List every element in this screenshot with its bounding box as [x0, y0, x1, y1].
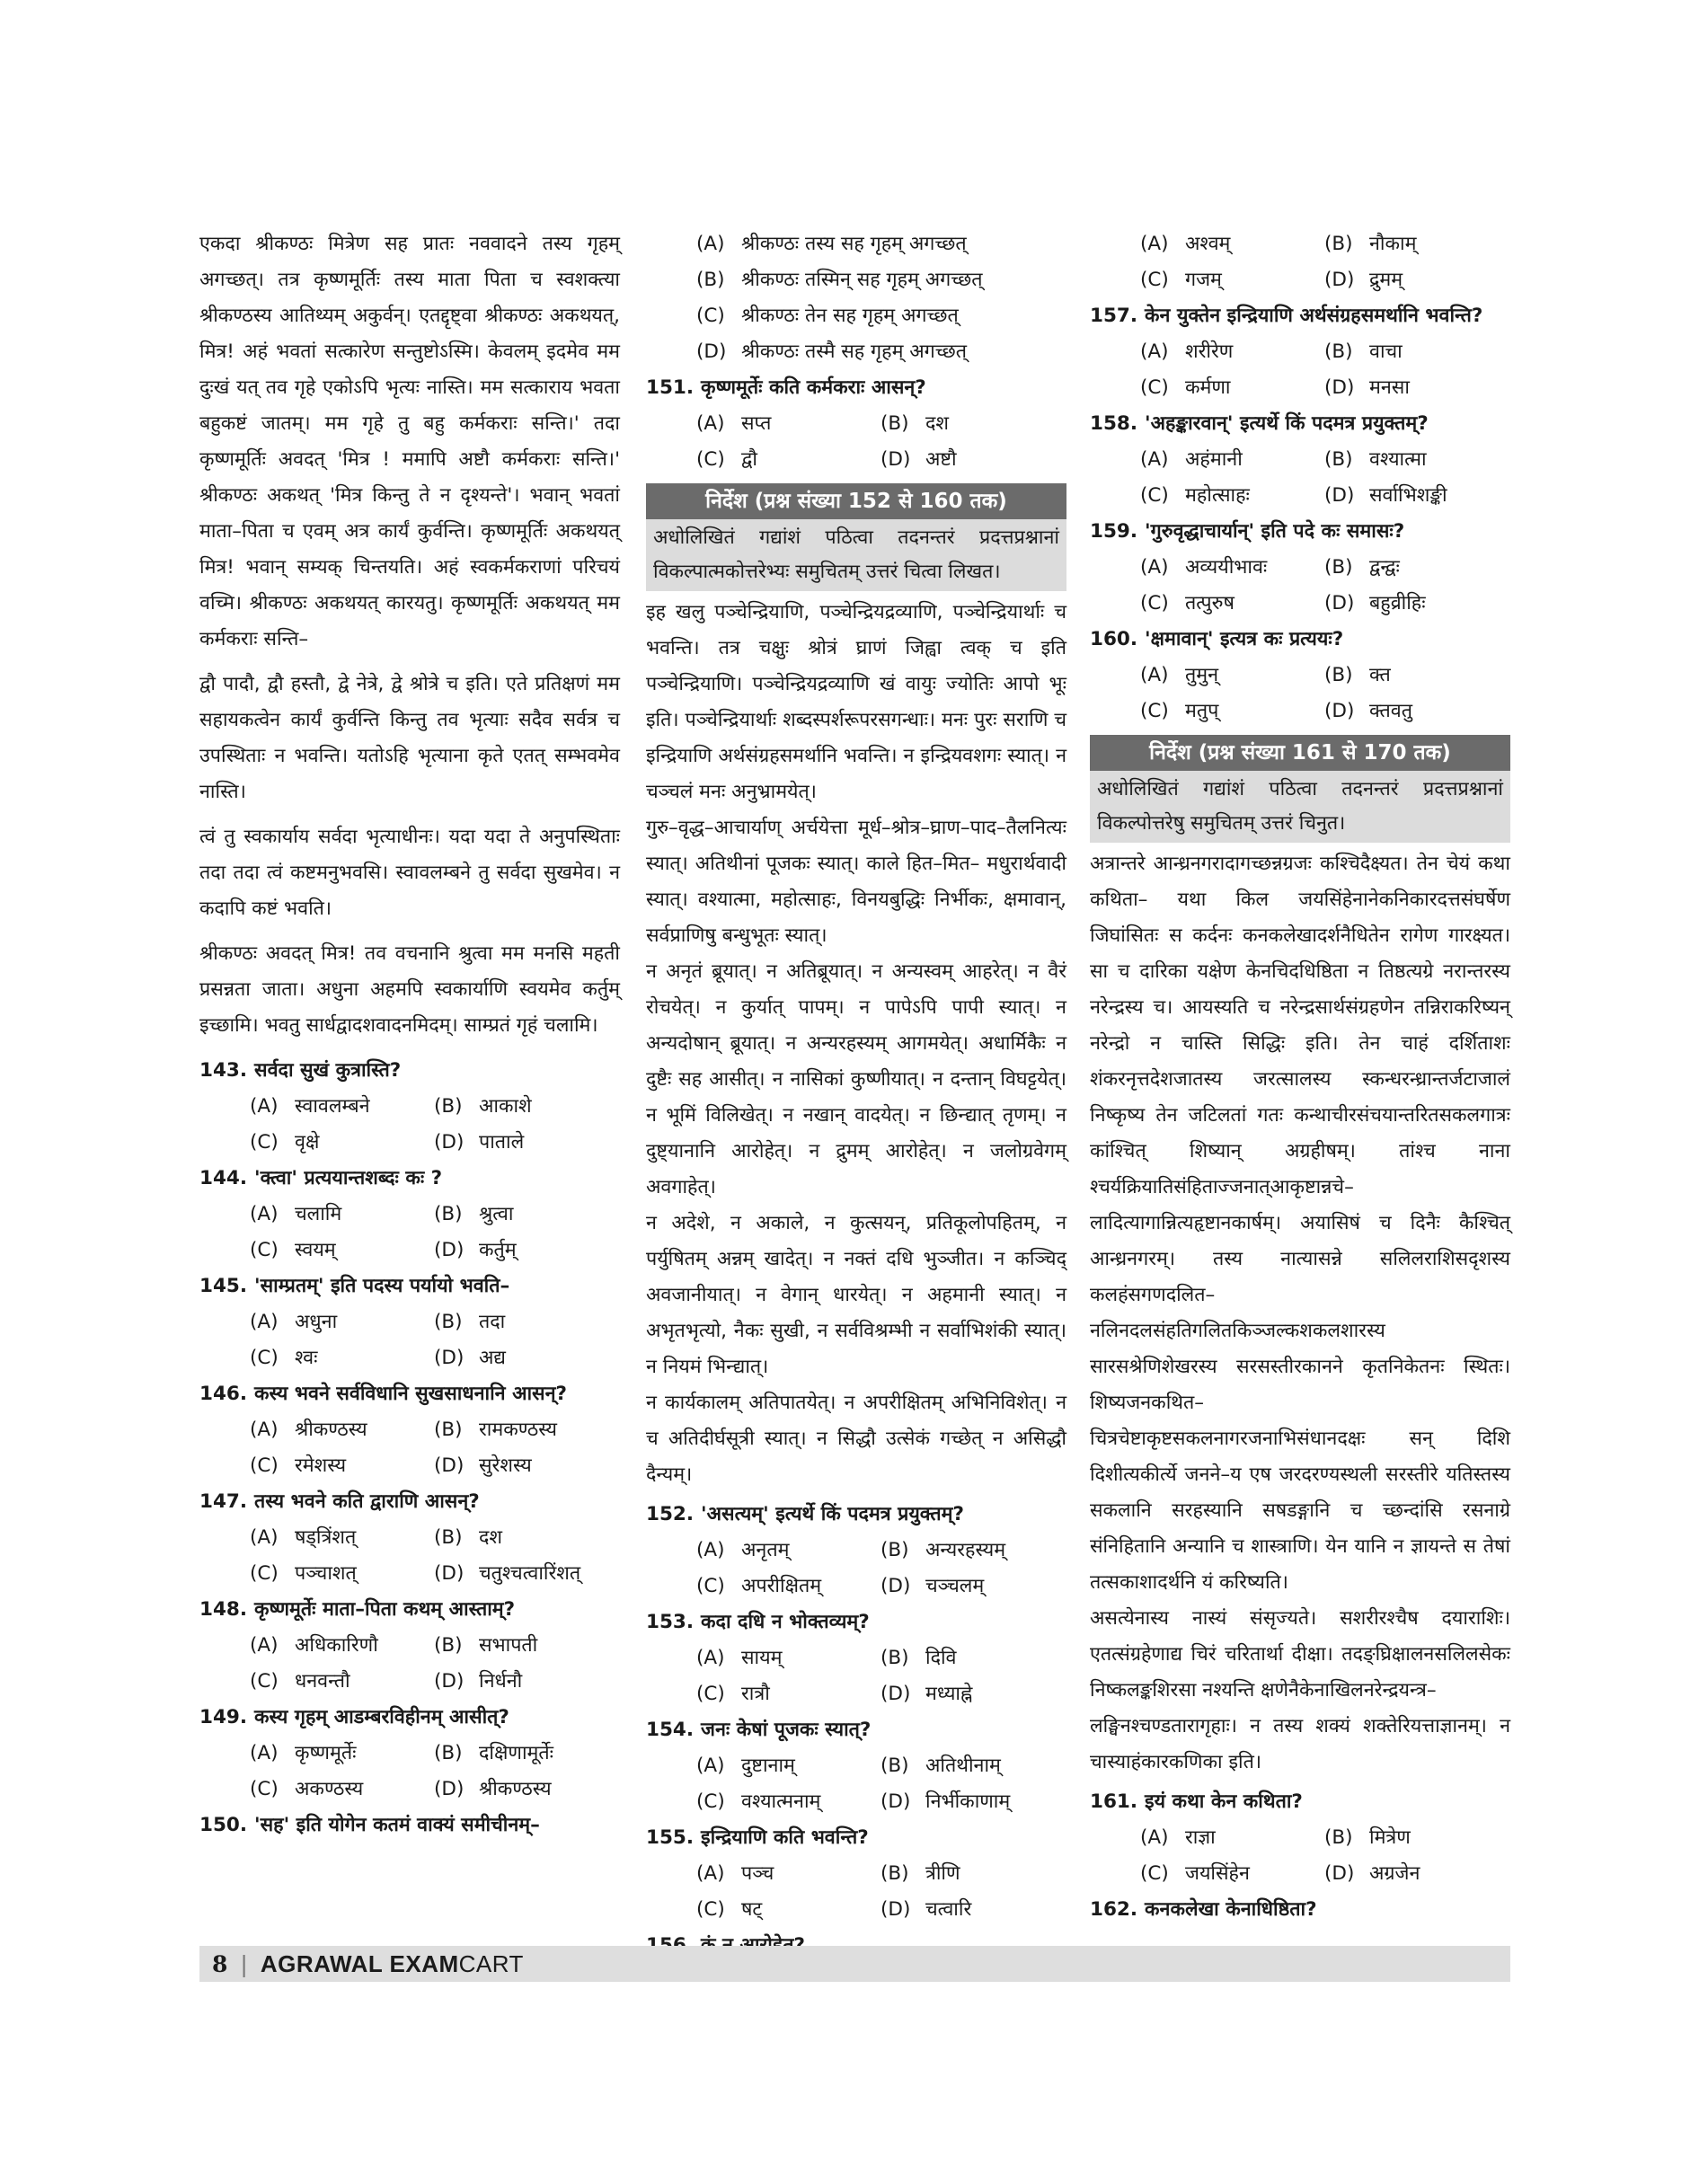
options	[646, 1856, 1066, 1928]
option-b: (B) श्रीकण्ठः तस्मिन् सह गृहम् अगच्छत्	[696, 269, 983, 291]
options	[199, 1304, 620, 1376]
directive-heading: निर्देश (प्रश्न संख्या 152 से 160 तक)	[646, 483, 1066, 519]
directive-text: अधोलिखितं गद्यांशं पठित्वा तदनन्तरं प्रदत्तप्रश्नानां विकल्पात्मकोत्तरेभ्यः समुचितम् उत्तरं चित्वा लिखत।	[646, 519, 1066, 591]
options	[646, 1640, 1066, 1712]
option-c: (C) षट्	[696, 1898, 763, 1921]
question-text: 'क्षमावान्' इत्यत्र कः प्रत्ययः?	[1145, 628, 1344, 650]
option-a: (A) शरीरेण	[1140, 340, 1234, 363]
footer-separator: |	[240, 1950, 248, 1977]
passage-paragraph: न कार्यकालम् अतिपातयेत्। न अपरीक्षितम् अभिनिविशेत्। न च अतिदीर्घसूत्री स्यात्। न सिद्धौ उत्सेकं गच्छेत् न असिद्धौ दैन्यम्।	[646, 1392, 1066, 1486]
option-d: (D) चञ्चलम्	[881, 1575, 985, 1597]
option-a: (A) कृष्णमूर्तेः	[250, 1742, 357, 1764]
question-158	[1090, 406, 1510, 514]
question-150-options	[646, 226, 1066, 370]
option-d: (D) कर्तुम्	[434, 1239, 517, 1261]
option-a: (A) अश्वम्	[1140, 233, 1231, 255]
option-d: (D) क्तवतु	[1324, 700, 1412, 722]
passage-paragraph: इह खलु पञ्चेन्द्रियाणि, पञ्चेन्द्रियद्रव्याणि, पञ्चेन्द्रियार्थाः च भवन्ति। तत्र चक्षुः श्रोत्रं घ्राणं जिह्वा त्वक् च इति पञ्चेन्द्रियाणि। पञ्चेन्द्रियद्रव्याणि खं वायुः ज्योतिः आपो भूः इति। पञ्चेन्द्रियार्थाः शब्दस्पर्शरूपरसगन्धाः। मनः पुरः सराणि च इन्द्रियाणि अर्थसंग्रहसमर्थानि भवन्ति। न इन्द्रियवशगः स्यात्। न चञ्चलं मनः अनुभ्रामयेत्।	[646, 601, 1066, 803]
option-b: (B) त्रीणि	[881, 1862, 960, 1885]
question-text: केन युक्तेन इन्द्रियाणि अर्थसंग्रहसमर्थानि भवन्ति?	[1145, 305, 1483, 327]
option-c: (C) श्वः	[250, 1347, 318, 1369]
question-162	[1090, 1892, 1510, 1928]
question-152	[646, 1497, 1066, 1604]
option-a: (A) श्रीकण्ठस्य	[250, 1419, 367, 1441]
question-154	[646, 1712, 1066, 1820]
option-a: (A) अव्ययीभावः	[1140, 556, 1268, 579]
option-c: (C) पञ्चाशत्	[250, 1562, 357, 1585]
options	[1090, 1820, 1510, 1892]
question-number: 157.	[1090, 305, 1138, 327]
passage-paragraph: श्रीकण्ठः अवदत् मित्र! तव वचनानि श्रुत्वा मम मनसि महती प्रसन्नता जाता। अधुना अहमपि स्वकार्याणि स्वयमेव कर्तुम् इच्छामि। भवतु सार्धद्वादशवादनमिदम्। साम्प्रतं गृहं चलामि।	[199, 942, 620, 1037]
question-text: कनकलेखा केनाधिष्ठिता?	[1145, 1898, 1317, 1921]
question-number: 151.	[646, 376, 695, 399]
question-text: तस्य भवने कति द्वाराणि आसन्?	[254, 1490, 480, 1513]
question-text: 'क्त्वा' प्रत्ययान्तशब्दः कः ?	[254, 1167, 443, 1189]
options	[199, 1197, 620, 1269]
option-d: (D) सर्वाभिशङ्की	[1324, 484, 1447, 507]
option-d: (D) सुरेशस्य	[434, 1454, 532, 1477]
question-147	[199, 1484, 620, 1592]
option-c: (C) धनवन्तौ	[250, 1670, 350, 1693]
option-c: (C) तत्पुरुष	[1140, 592, 1235, 614]
option-b: (B) अतिथीनाम्	[881, 1755, 1001, 1777]
question-number: 145.	[199, 1275, 248, 1297]
question-144	[199, 1161, 620, 1269]
option-a: (A) अधुना	[250, 1311, 338, 1333]
option-b: (B) क्त	[1324, 664, 1391, 686]
options	[1090, 550, 1510, 622]
question-161	[1090, 1784, 1510, 1892]
question-156-options	[1090, 226, 1510, 298]
page-number: 8	[212, 1950, 228, 1977]
option-d: (D) अद्य	[434, 1347, 506, 1369]
option-c: (C) रात्रौ	[696, 1683, 770, 1705]
question-number: 147.	[199, 1490, 248, 1513]
passage-paragraph: गुरु–वृद्ध–आचार्याण् अर्चयेत्ता मूर्ध–श्रोत्र–घ्राण–पाद–तैलनित्यः स्यात्। अतिथीनां पूजकः स्यात्। काले हित–मित– मधुरार्थवादी स्यात्। वश्यात्मा, महोत्साहः, विनयबुद्धिः निर्भीकः, क्षमावान्, सर्वप्राणिषु बन्धुभूतः स्यात्।	[646, 817, 1066, 947]
question-text: सर्वदा सुखं कुत्रास्ति?	[254, 1059, 402, 1082]
question-148	[199, 1592, 620, 1700]
option-c: (C) महोत्साहः	[1140, 484, 1250, 507]
options	[1090, 658, 1510, 729]
column-1	[199, 226, 620, 1843]
brand-agrawal: AGRAWAL	[260, 1949, 390, 1977]
brand-cart: CART	[458, 1949, 524, 1977]
question-160	[1090, 622, 1510, 729]
option-b: (B) वाचा	[1324, 340, 1403, 363]
option-b: (B) द्वन्द्वः	[1324, 556, 1400, 579]
options	[1090, 442, 1510, 514]
question-text: जनः केषां पूजकः स्यात्?	[701, 1719, 872, 1741]
brand-exam: EXAM	[389, 1949, 459, 1977]
option-c: (C) अकण्ठस्य	[250, 1778, 364, 1800]
option-a: (A) अहंमानी	[1140, 448, 1243, 471]
directive-text: अधोलिखितं गद्यांशं पठित्वा तदनन्तरं प्रदत्तप्रश्नानां विकल्पोत्तरेषु समुचितम् उत्तरं चिनुत।	[1090, 771, 1510, 843]
question-text: कृष्णमूर्तेः कति कर्मकराः आसन्?	[701, 376, 926, 399]
question-number: 143.	[199, 1059, 248, 1082]
options	[646, 406, 1066, 478]
passage-paragraph: लङ्घिनश्चण्डतारागृहाः। न तस्य शक्यं शक्तेरियत्ताज्ञानम्। न चास्याहंकारकणिका इति।	[1090, 1715, 1510, 1773]
option-c: (C) मतुप्	[1140, 700, 1219, 722]
question-number: 159.	[1090, 520, 1138, 543]
passage-paragraph: त्वं तु स्वकार्याय सर्वदा भृत्याधीनः। यदा यदा ते अनुपस्थिताः तदा तदा त्वं कष्टमनुभवसि। स्वावलम्बने तु सर्वदा सुखमेव। न कदापि कष्टं भवति।	[199, 826, 620, 920]
option-b: (B) अन्यरहस्यम्	[881, 1539, 1006, 1561]
question-text: कस्य भवने सर्वविधानि सुखसाधनानि आसन्?	[254, 1383, 567, 1405]
passage-paragraph: द्वौ पादौ, द्वौ हस्तौ, द्वे नेत्रे, द्वे श्रोत्रे च इति। एते प्रतिक्षणं मम सहायकत्वेन कार्यं कुर्वन्ति किन्तु तव भृत्याः सदैव सर्वत्र च उपस्थिताः न भवन्ति। यतोऽहि भृत्याना कृते एतत् सम्भवमेव नास्ति।	[199, 673, 620, 803]
option-c: (C) द्वौ	[696, 448, 757, 471]
option-d: (D) बहुव्रीहिः	[1324, 592, 1426, 614]
option-b: (B) दिवि	[881, 1647, 957, 1669]
options	[199, 1089, 620, 1161]
question-number: 154.	[646, 1719, 695, 1741]
option-b: (B) मित्रेण	[1324, 1826, 1411, 1849]
option-b: (B) श्रुत्वा	[434, 1203, 514, 1225]
option-a: (A) तुमुन्	[1140, 664, 1219, 686]
question-number: 160.	[1090, 628, 1138, 650]
option-b: (B) दश	[881, 412, 950, 435]
option-b: (B) दक्षिणामूर्तेः	[434, 1742, 553, 1764]
question-text: कदा दधि न भोक्तव्यम्?	[701, 1611, 870, 1633]
options	[199, 1412, 620, 1484]
option-a: (A) षड्त्रिंशत्	[250, 1526, 357, 1549]
question-number: 153.	[646, 1611, 695, 1633]
question-153	[646, 1604, 1066, 1712]
question-157	[1090, 298, 1510, 406]
options	[1090, 334, 1510, 406]
options	[646, 1533, 1066, 1604]
question-number: 144.	[199, 1167, 248, 1189]
question-text: 'अहङ्कारवान्' इत्यर्थे किं पदमत्र प्रयुक्तम्?	[1145, 412, 1429, 435]
passage-paragraph: न अदेशे, न अकाले, न कुत्सयन्, प्रतिकूलोपहितम्, न पर्युषितम् अन्नम् खादेत्। न नक्तं दधि भुञ्जीत। न कञ्चिद् अवजानीयात्। न वेगान् धारयेत्। न अहमानी स्यात्। न अभृतभृत्यो, नैकः सुखी, न सर्वविश्रम्भी न सर्वाभिशंकी स्यात्। न नियमं भिन्द्यात्।	[646, 1212, 1066, 1378]
option-c: (C) अपरीक्षितम्	[696, 1575, 822, 1597]
option-d: (D) चतुश्चत्वारिंशत्	[434, 1562, 581, 1585]
directive-heading: निर्देश (प्रश्न संख्या 161 से 170 तक)	[1090, 735, 1510, 771]
option-d: (D) चत्वारि	[881, 1898, 972, 1921]
options	[199, 1520, 620, 1592]
question-text: कृष्णमूर्तेः माता–पिता कथम् आस्ताम्?	[254, 1598, 516, 1621]
option-c: (C) गजम्	[1140, 269, 1222, 291]
option-d: (D) श्रीकण्ठः तस्मै सह गृहम् अगच्छत्	[696, 340, 968, 363]
options	[199, 1628, 620, 1700]
passage-paragraph: असत्येनास्य नास्यं संसृज्यते। सशरीरश्चैष दयाराशिः। एतत्संग्रहेणाद्य चिरं चरितार्था दीक्षा। तदङ्घ्रिक्षालनसलिलसेकः निष्कलङ्कशिरसा नश्यन्ति क्षणेनैकेनाखिलनरेन्द्रयन्त्र–	[1090, 1607, 1510, 1702]
option-a: (A) स्वावलम्बने	[250, 1095, 370, 1118]
option-d: (D) पाताले	[434, 1131, 525, 1154]
question-number: 148.	[199, 1598, 248, 1621]
option-d: (D) श्रीकण्ठस्य	[434, 1778, 552, 1800]
option-d: (D) अष्टौ	[881, 448, 957, 471]
question-145	[199, 1269, 620, 1376]
question-159	[1090, 514, 1510, 622]
question-143	[199, 1053, 620, 1161]
option-b: (B) तदा	[434, 1311, 506, 1333]
question-150	[199, 1808, 620, 1843]
option-c: (C) रमेशस्य	[250, 1454, 347, 1477]
question-text: कस्य गृहम् आडम्बरविहीनम् आसीत्?	[254, 1706, 509, 1728]
passage-paragraph: एकदा श्रीकण्ठः मित्रेण सह प्रातः नववादने तस्य गृहम् अगच्छत्। तत्र कृष्णमूर्तिः तस्य माता पिता च स्वशक्त्या श्रीकण्ठस्य आतिथ्यम् अकुर्वन्। एतद्दृष्ट्वा श्रीकण्ठः अकथयत्, मित्र! अहं भवतां सत्कारेण सन्तुष्टोऽस्मि। केवलम् इदमेव मम दुःखं यत् तव गृहे एकोऽपि भृत्यः नास्ति। मम सत्काराय भवता बहुकष्टं जातम्। मम गृहे तु बहु कर्मकराः सन्ति।' तदा कृष्णमूर्तिः अवदत् 'मित्र ! ममापि अष्टौ कर्मकराः सन्ति।' श्रीकण्ठः अकथत् 'मित्र किन्तु ते न दृश्यन्ते'। भवान् भवतां माता–पिता च एवम् अत्र कार्यं कुर्वन्ति। कृष्णमूर्तिः अकथयत् मित्र! भवान् सम्यक् चिन्तयति। अहं स्वकर्मकराणां परिचयं वच्मि। श्रीकण्ठः अकथयत् कारयतु। कृष्णमूर्तिः अकथयत् मम कर्मकराः सन्ति–	[199, 233, 620, 650]
column-3	[1090, 226, 1510, 1928]
option-b: (B) सभापती	[434, 1634, 538, 1657]
question-text: इन्द्रियाणि कति भवन्ति?	[701, 1826, 869, 1849]
page-footer	[199, 1946, 1510, 1982]
passage-paragraph: अत्रान्तरे आन्ध्रनगरादागच्छन्नग्रजः कश्चिदैक्ष्यत। तेन चेयं कथा कथिता– यथा किल जयसिंहेनानेकनिकारदत्तसंघर्षेण जिघांसितः स कर्दनः कनकलेखादर्शनैधितेन रागेण गारक्ष्यत। सा च दारिका यक्षेण केनचिदधिष्ठिता न तिष्ठत्यग्रे नरान्तरस्य नरेन्द्रस्य च। आयस्यति च नरेन्द्रसार्थसंग्रहणेन तन्निराकरिष्यन् नरेन्द्रो न चास्ति सिद्धिः इति। तेन चाहं दर्शिताशः शंकरनृत्तदेशजातस्य जरत्सालस्य स्कन्धरन्ध्रान्तर्जटाजालं निष्कृष्य तेन जटिलतां गतः कन्थाचीरसंचयान्तरितसकलगात्रः कांश्चित् शिष्यान् अग्रहीषम्। तांश्च नाना श्चर्यक्रियातिसंहिताज्जनात्आकृष्टान्नचे– लादित्यागान्नित्यहृष्टानकार्षम्। अयासिषं च दिनैः कैश्चित् आन्ध्रनगरम्। तस्य नात्यासन्ने सलिलराशिसदृशस्य कलहंसगणदलित–नलिनदलसंहतिगलितकिञ्जल्कशकलशारस्य सारसश्रेणिशेखरस्य सरसस्तीरकानने कृतनिकेतनः स्थितः। शिष्यजनकथित–	[1090, 853, 1510, 1414]
question-number: 150.	[199, 1814, 248, 1836]
option-d: (D) अग्रजेन	[1324, 1862, 1420, 1885]
question-text: 'असत्यम्' इत्यर्थे किं पदमत्र प्रयुक्तम्?	[701, 1503, 964, 1525]
question-text: 'गुरुवृद्धाचार्यान्' इति पदे कः समासः?	[1145, 520, 1405, 543]
question-text: 'सह' इति योगेन कतमं वाक्यं समीचीनम्–	[254, 1814, 540, 1836]
question-155	[646, 1820, 1066, 1928]
column-2	[646, 226, 1066, 1964]
passage-paragraph: चित्रचेष्टाकृष्टसकलनागरजनाभिसंधानदक्षः सन् दिशि दिशीत्यकीर्त्ये जनने–य एष जरदरण्यस्थली सरस्तीरे यतिस्तस्य सकलानि सरहस्यानि सषडङ्गानि च च्छन्दांसि रसनाग्रे संनिहितानि अन्यानि च शास्त्राणि। येन यानि न ज्ञायन्ते स तेषां तत्सकाशादर्थनि यं करिष्यति।	[1090, 1428, 1510, 1594]
option-d: (D) निर्भीकाणाम्	[881, 1790, 1011, 1813]
option-a: (A) सायम्	[696, 1647, 783, 1669]
option-b: (B) दश	[434, 1526, 503, 1549]
option-a: (A) राज्ञा	[1140, 1826, 1216, 1849]
options	[646, 1748, 1066, 1820]
option-a: (A) पञ्च	[696, 1862, 774, 1885]
option-b: (B) वश्यात्मा	[1324, 448, 1427, 471]
question-number: 161.	[1090, 1790, 1138, 1813]
question-number: 158.	[1090, 412, 1138, 435]
question-text: इयं कथा केन कथिता?	[1145, 1790, 1303, 1813]
question-number: 146.	[199, 1383, 248, 1405]
question-151	[646, 370, 1066, 478]
question-text: 'साम्प्रतम्' इति पदस्य पर्यायो भवति–	[254, 1275, 510, 1297]
options	[199, 1736, 620, 1808]
option-c: (C) श्रीकण्ठः तेन सह गृहम् अगच्छत्	[696, 305, 959, 327]
option-c: (C) स्वयम्	[250, 1239, 336, 1261]
option-a: (A) चलामि	[250, 1203, 342, 1225]
option-c: (C) वृक्षे	[250, 1131, 320, 1154]
passage-paragraph: न अनृतं ब्रूयात्। न अतिब्रूयात्। न अन्यस्वम् आहरेत्। न वैरं रोचयेत्। न कुर्यात् पापम्। न पापेऽपि पापी स्यात्। न अन्यदोषान् ब्रूयात्। न अन्यरहस्यम् आगमयेत्। अधार्मिकैः न दुष्टैः सह आसीत्। न नासिकां कुष्णीयात्। न दन्तान् विघट्टयेत्। न भूमिं विलिखेत्। न नखान् वादयेत्। न छिन्द्यात् तृणम्। न दुष्ट्यानानि आरोहेत्। न द्रुमम् आरोहेत्। न जलोग्रवेगम् अवगाहेत्।	[646, 960, 1066, 1198]
option-a: (A) अनृतम्	[696, 1539, 790, 1561]
brand-logo	[261, 1950, 524, 1978]
question-number: 152.	[646, 1503, 695, 1525]
option-a: (A) सप्त	[696, 412, 772, 435]
option-d: (D) मनसा	[1324, 376, 1410, 399]
option-a: (A) श्रीकण्ठः तस्य सह गृहम् अगच्छत्	[696, 233, 967, 255]
option-c: (C) वश्यात्मनाम्	[696, 1790, 821, 1813]
question-number: 149.	[199, 1706, 248, 1728]
option-a: (A) दुष्टानाम्	[696, 1755, 795, 1777]
option-b: (B) आकाशे	[434, 1095, 532, 1118]
question-number: 162.	[1090, 1898, 1138, 1921]
question-149	[199, 1700, 620, 1808]
question-number: 155.	[646, 1826, 695, 1849]
option-c: (C) कर्मणा	[1140, 376, 1231, 399]
question-146	[199, 1376, 620, 1484]
option-d: (D) निर्धनौ	[434, 1670, 523, 1693]
option-b: (B) नौकाम्	[1324, 233, 1417, 255]
option-b: (B) रामकण्ठस्य	[434, 1419, 558, 1441]
option-d: (D) द्रुमम्	[1324, 269, 1403, 291]
option-a: (A) अधिकारिणौ	[250, 1634, 378, 1657]
option-d: (D) मध्याह्ने	[881, 1683, 973, 1705]
option-c: (C) जयसिंहेन	[1140, 1862, 1250, 1885]
